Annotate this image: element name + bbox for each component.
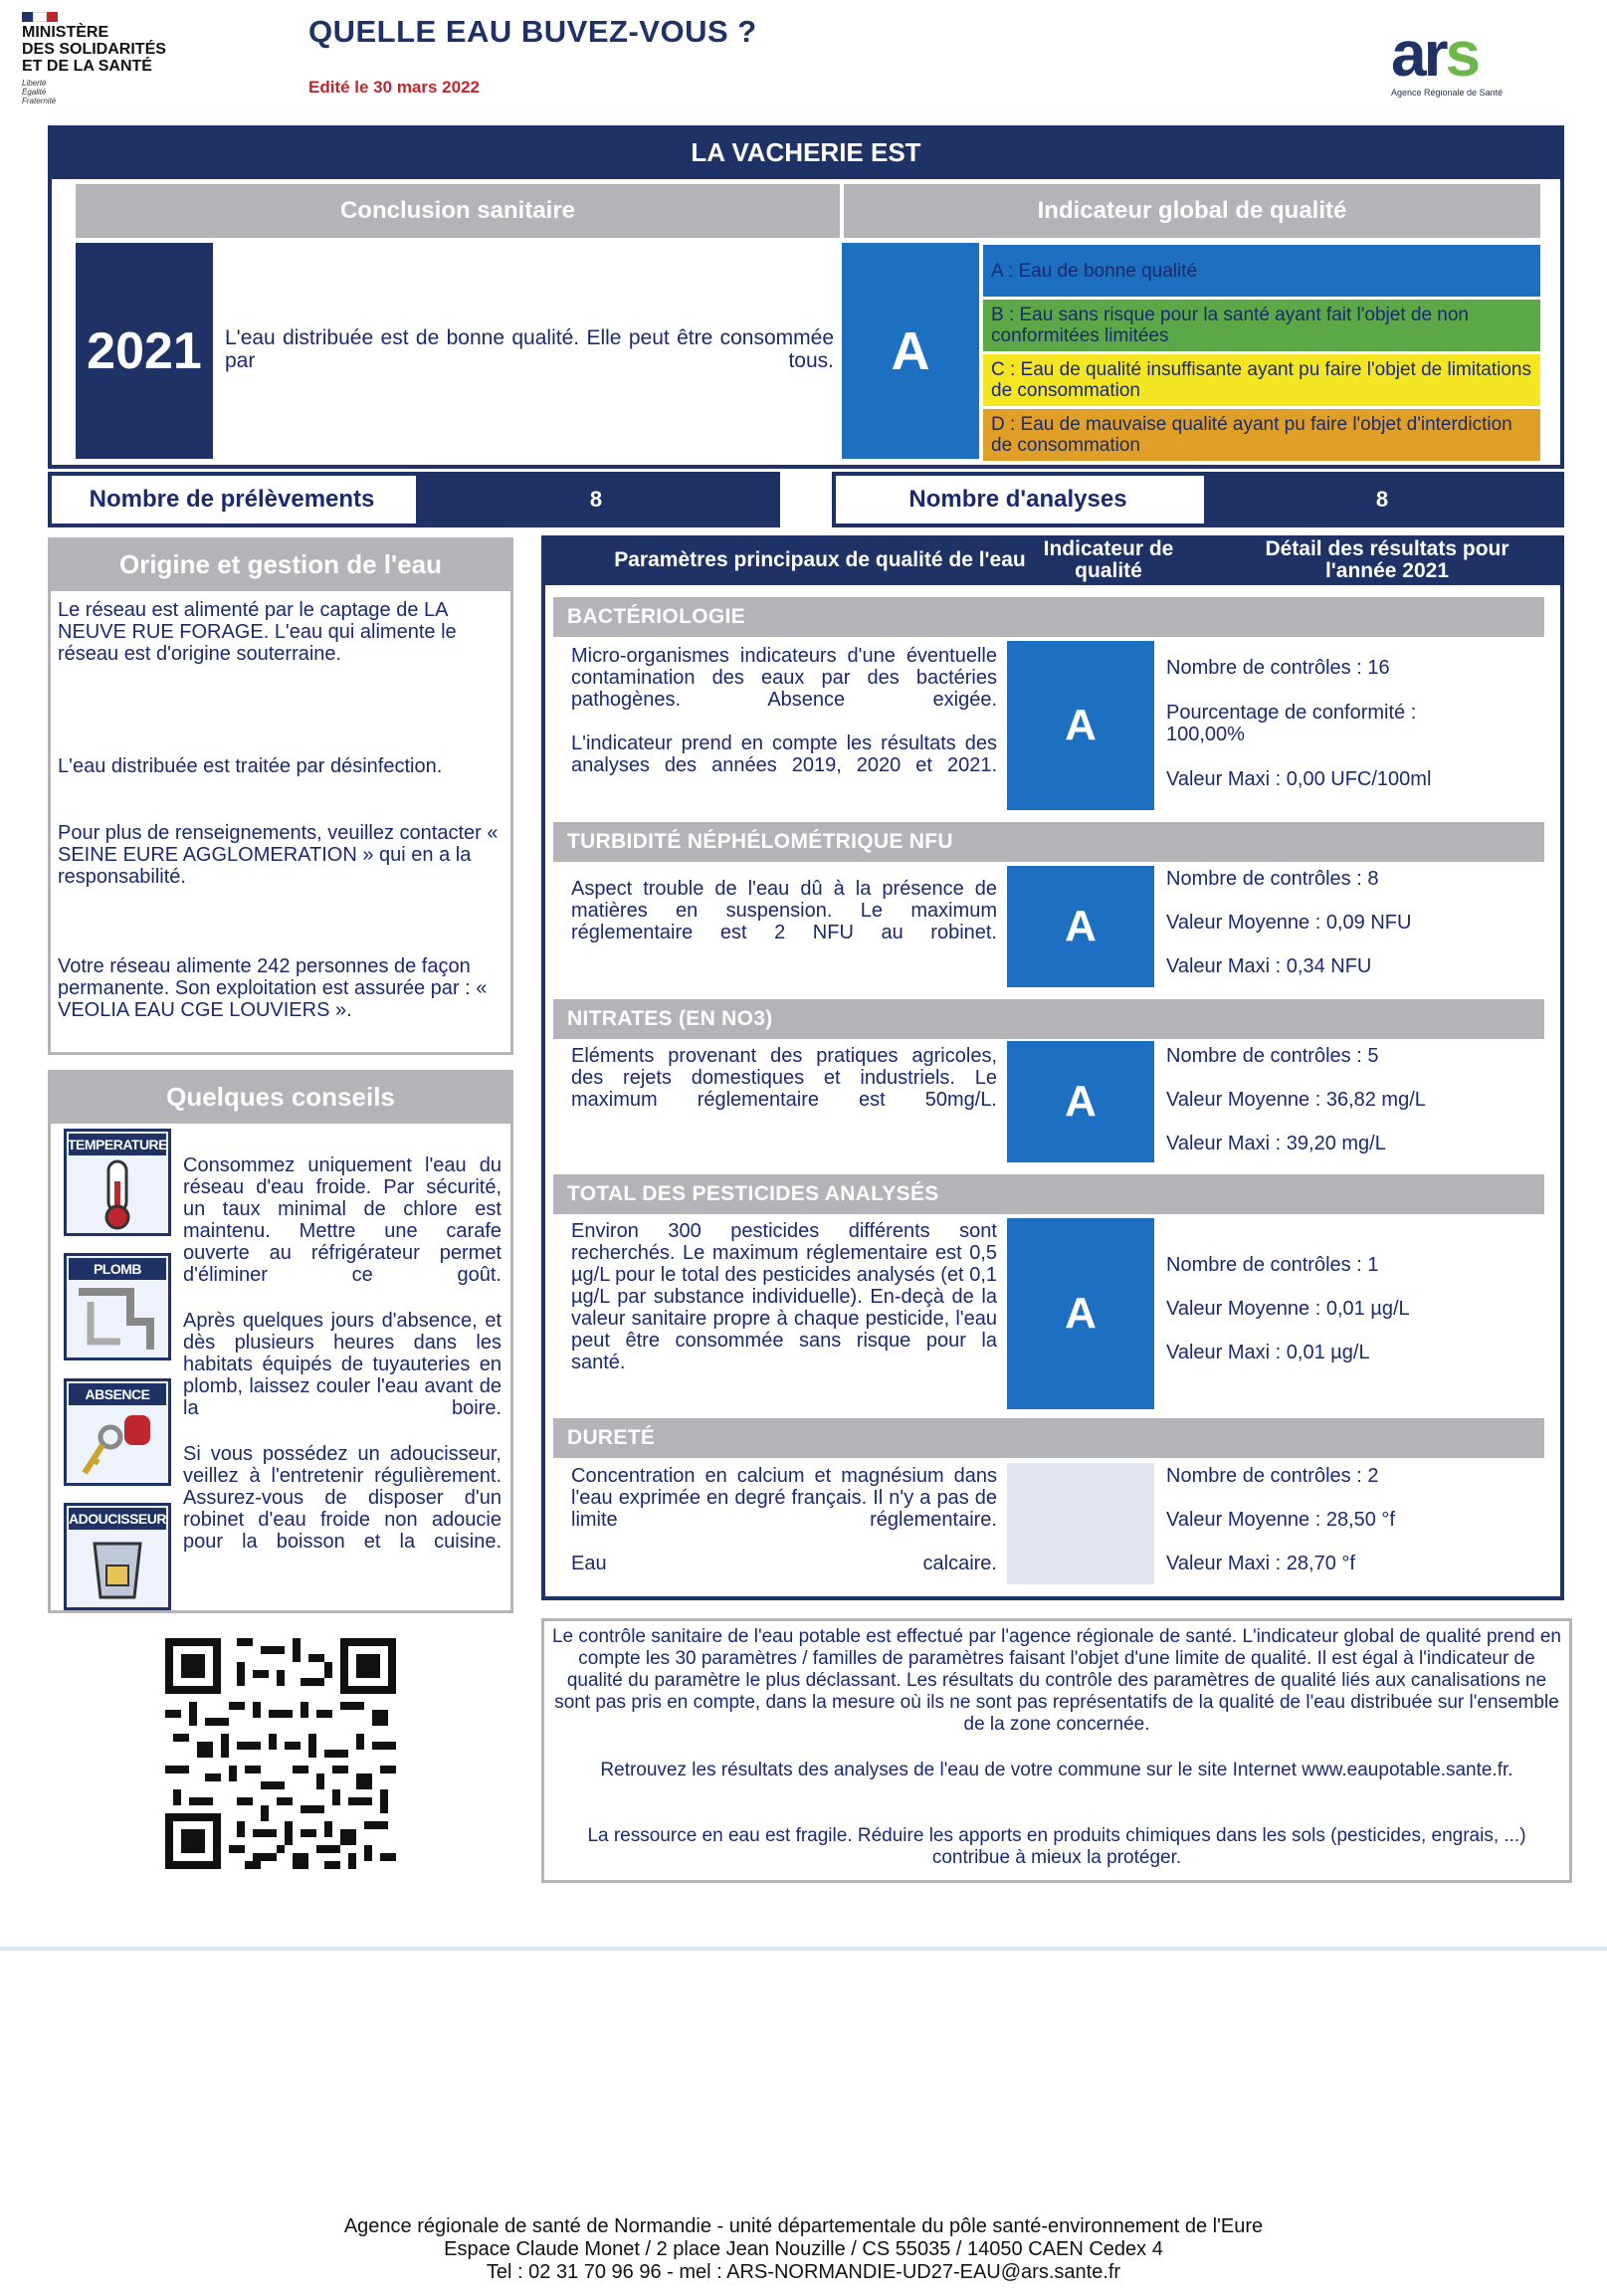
- origin-text-3: Pour plus de renseignements, veuillez contacter « SEINE EURE AGGLOMERATION » qui en a la responsabilité.: [58, 822, 499, 888]
- prelevements-value: 8: [416, 476, 776, 523]
- level-a: A : Eau de bonne qualité: [983, 245, 1540, 297]
- level-d: D : Eau de mauvaise qualité ayant pu faire l'objet d'interdiction de consommation: [983, 409, 1540, 461]
- advice-text-1: Consommez uniquement l'eau du réseau d'eau froide. Par sécurité, un taux minimal de chlore est maintenu. Mettre une carafe ouverte au réfrigérateur permet d'éliminer ce goût.: [183, 1154, 502, 1286]
- pipes-icon: [71, 1282, 164, 1356]
- param-durete-desc: Concentration en calcium et magnésium dans l'eau exprimée en degré français. Il n'y a pas de limite réglementaire.: [571, 1465, 997, 1531]
- param-nitrates-r2: Valeur Moyenne : 36,82 mg/L: [1166, 1089, 1426, 1111]
- analyses-count: [832, 472, 1564, 527]
- page-divider: [0, 1947, 1607, 1951]
- origin-header: Origine et gestion de l'eau: [48, 537, 513, 591]
- info-text-1: Le contrôle sanitaire de l'eau potable est effectué par l'agence régionale de santé. L'indicateur global de qualité prend en compte les 30 paramètres / familles de paramètres faisant l'objet d'une limite de qualité. Il est égal à l'indicateur de qualité du paramètre le plus déclassant. Les résultats du contrôle des paramètres de qualité liés aux canalisations ne sont pas pris en compte, dans la mesure où ils ne sont pas représentatifs de la qualité de l'eau distribuée sur l'ensemble de la zone concernée.: [551, 1626, 1562, 1735]
- ministry-name: MINISTÈRE DES SOLIDARITÉS ET DE LA SANTÉ: [22, 24, 166, 75]
- prelevements-label: Nombre de prélèvements: [52, 476, 412, 523]
- param-turbidite-r3: Valeur Maxi : 0,34 NFU: [1166, 955, 1372, 977]
- keys-icon: [71, 1407, 164, 1481]
- param-pesticides-header: TOTAL DES PESTICIDES ANALYSÉS: [553, 1174, 1544, 1214]
- param-turbidite-grade: A: [1007, 866, 1154, 987]
- global-grade: A: [842, 243, 979, 459]
- thermometer-icon: [71, 1157, 164, 1231]
- conclusion-header: Conclusion sanitaire: [76, 184, 840, 238]
- year-badge: 2021: [76, 243, 213, 459]
- param-bacteriologie-r1: Nombre de contrôles : 16: [1166, 657, 1390, 679]
- param-nitrates-r3: Valeur Maxi : 39,20 mg/L: [1166, 1133, 1386, 1154]
- col-details: Détail des résultats pour l'année 2021: [1265, 537, 1509, 582]
- origin-text-4: Votre réseau alimente 242 personnes de façon permanente. Son exploitation est assurée par : « VEOLIA EAU CGE LOUVIERS ».: [58, 955, 488, 1021]
- param-pesticides-r1: Nombre de contrôles : 1: [1166, 1254, 1379, 1276]
- commune-name: LA VACHERIE EST: [48, 125, 1564, 179]
- prelevements-count: [48, 472, 780, 527]
- param-nitrates-header: NITRATES (EN NO3): [553, 999, 1544, 1039]
- param-nitrates-desc: Eléments provenant des pratiques agricoles, des rejets domestiques et industriels. Le maximum réglementaire est 50mg/L.: [571, 1045, 997, 1111]
- param-turbidite-r1: Nombre de contrôles : 8: [1166, 868, 1379, 890]
- param-pesticides-desc: Environ 300 pesticides différents sont recherchés. Le maximum réglementaire est 0,5 µg/L pour le total des pesticides analysés (et 0,1 µg/L par substance individuelle). En-deçà de la valeur sanitaire propre à chaque pesticide, l'eau peut être consommée sans risque pour la santé.: [571, 1220, 997, 1373]
- param-nitrates-grade: A: [1007, 1041, 1154, 1162]
- ars-logo-subtitle: Agence Régionale de Santé: [1391, 88, 1504, 98]
- param-bacteriologie-r3: Valeur Maxi : 0,00 UFC/100ml: [1166, 768, 1432, 790]
- param-turbidite-header: TURBIDITÉ NÉPHÉLOMÉTRIQUE NFU: [553, 822, 1544, 862]
- param-bacteriologie-grade: A: [1007, 641, 1154, 810]
- indicator-header: Indicateur global de qualité: [844, 184, 1540, 238]
- col-indicator: Indicateur de qualité: [1043, 537, 1174, 582]
- level-b: B : Eau sans risque pour la santé ayant fait l'objet de non conformitées limitées: [983, 300, 1540, 351]
- ministry-motto: Liberté Égalité Fraternité: [22, 79, 57, 105]
- col-parameters: Paramètres principaux de qualité de l'eau: [614, 548, 1026, 571]
- param-bacteriologie-note: L'indicateur prend en compte les résultats des analyses des années 2019, 2020 et 2021.: [571, 732, 997, 776]
- param-turbidite-r2: Valeur Moyenne : 0,09 NFU: [1166, 912, 1412, 934]
- param-durete-r2: Valeur Moyenne : 28,50 °f: [1166, 1509, 1395, 1531]
- param-pesticides-r3: Valeur Maxi : 0,01 µg/L: [1166, 1342, 1370, 1363]
- french-flag-icon: [22, 12, 58, 22]
- softener-icon: [71, 1532, 164, 1605]
- origin-text-2: L'eau distribuée est traitée par désinfection.: [58, 755, 443, 777]
- param-durete-header: DURETÉ: [553, 1418, 1544, 1458]
- ars-logo-text: ars: [1391, 18, 1479, 90]
- param-bacteriologie-r2: Pourcentage de conformité : 100,00%: [1166, 702, 1417, 745]
- plomb-icon: PLOMB: [64, 1253, 171, 1360]
- param-bacteriologie-desc: Micro-organismes indicateurs d'une éventuelle contamination des eaux par des bactéries pathogènes. Absence exigée.: [571, 645, 997, 711]
- advice-header: Quelques conseils: [48, 1070, 513, 1124]
- conclusion-text: L'eau distribuée est de bonne qualité. Elle peut être consommée par tous.: [225, 326, 834, 372]
- footer-line-1: Agence régionale de santé de Normandie - unité départementale du pôle santé-environnement de l'Eure: [343, 2215, 1264, 2237]
- param-pesticides-r2: Valeur Moyenne : 0,01 µg/L: [1166, 1298, 1410, 1320]
- level-c: C : Eau de qualité insuffisante ayant pu faire l'objet de limitations de consommation: [983, 354, 1540, 406]
- analyses-value: 8: [1204, 476, 1560, 523]
- param-nitrates-r1: Nombre de contrôles : 5: [1166, 1045, 1379, 1067]
- advice-text-2: Après quelques jours d'absence, et dès plusieurs heures dans les habitats équipés de tuyauteries en plomb, laissez couler l'eau avant de la boire.: [183, 1310, 502, 1419]
- ars-logo: [1391, 18, 1520, 121]
- analyses-label: Nombre d'analyses: [836, 476, 1200, 523]
- info-text-2: Retrouvez les résultats des analyses de l'eau de votre commune sur le site Internet www.eaupotable.sante.fr.: [600, 1760, 1513, 1780]
- absence-icon: ABSENCE: [64, 1378, 171, 1486]
- param-durete-r1: Nombre de contrôles : 2: [1166, 1465, 1379, 1487]
- edition-date: Edité le 30 mars 2022: [308, 78, 481, 97]
- info-text-3: La ressource en eau est fragile. Réduire les apports en produits chimiques dans les sols (pesticides, engrais, ...) contribue à mieux la protéger.: [587, 1825, 1526, 1868]
- footer-line-2: Espace Claude Monet / 2 place Jean Nouzille / CS 55035 / 14050 CAEN Cedex 4: [444, 2238, 1163, 2260]
- ministry-logo: [22, 12, 211, 121]
- adoucisseur-icon: ADOUCISSEUR: [64, 1503, 171, 1610]
- footer-line-3: Tel : 02 31 70 96 96 - mel : ARS-NORMANDIE-UD27-EAU@ars.sante.fr: [486, 2261, 1121, 2283]
- param-turbidite-desc: Aspect trouble de l'eau dû à la présence de matières en suspension. Le maximum réglementaire est 2 NFU au robinet.: [571, 878, 997, 943]
- advice-text-3: Si vous possédez un adoucisseur, veillez à l'entretenir régulièrement. Assurez-vous de disposer d'un robinet d'eau froide non adoucie pour la boisson et la cuisine.: [183, 1443, 502, 1553]
- param-durete-note: Eau calcaire.: [571, 1553, 997, 1574]
- qr-code-icon[interactable]: [165, 1638, 396, 1869]
- param-pesticides-grade: A: [1007, 1218, 1154, 1409]
- table-header: [541, 535, 1564, 585]
- param-bacteriologie-header: BACTÉRIOLOGIE: [553, 597, 1544, 637]
- temperature-icon: TEMPERATURE: [64, 1129, 171, 1236]
- param-durete-r3: Valeur Maxi : 28,70 °f: [1166, 1553, 1355, 1574]
- origin-text-1: Le réseau est alimenté par le captage de LA NEUVE RUE FORAGE. L'eau qui alimente le réseau est d'origine souterraine.: [58, 599, 457, 665]
- param-durete-grade: [1007, 1463, 1154, 1584]
- page-title: QUELLE EAU BUVEZ-VOUS ?: [308, 14, 757, 49]
